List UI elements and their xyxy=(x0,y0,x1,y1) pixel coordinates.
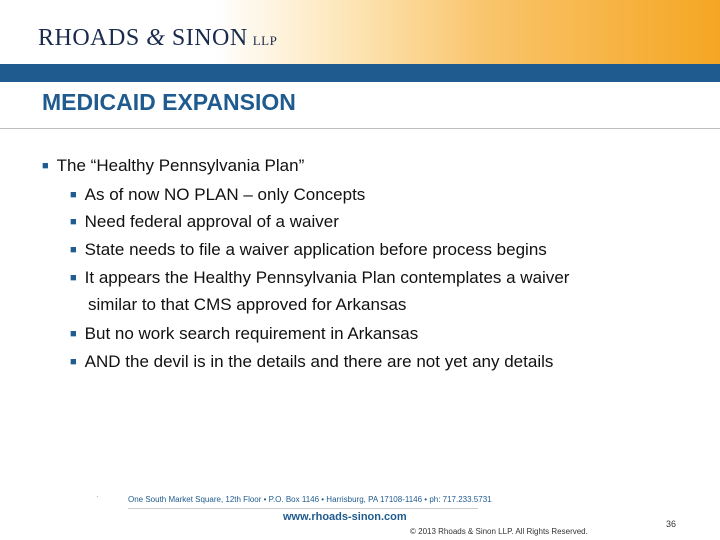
bullet-text: Need federal approval of a waiver xyxy=(84,212,339,231)
bullet-text: As of now NO PLAN – only Concepts xyxy=(84,185,366,204)
bullet-level2 xyxy=(70,240,547,260)
footer-website-link[interactable]: www.rhoads-sinon.com xyxy=(283,511,407,523)
logo-word-sinon: SINON xyxy=(171,25,248,51)
title-divider xyxy=(0,128,720,129)
bullet-text: But no work search requirement in Arkansas xyxy=(84,324,419,343)
bullet-level2 xyxy=(70,268,569,288)
bullet-level2 xyxy=(70,212,339,232)
bullet-text: similar to that CMS approved for Arkansas xyxy=(88,295,407,314)
square-bullet-icon: ■ xyxy=(70,216,77,228)
square-bullet-icon: ■ xyxy=(70,189,77,201)
square-bullet-icon: ■ xyxy=(70,244,77,256)
bullet-level2 xyxy=(70,352,553,372)
footer-dot: · xyxy=(96,492,99,501)
header-blue-band xyxy=(0,64,720,82)
page-number: 36 xyxy=(666,519,677,529)
slide-title: MEDICAID EXPANSION xyxy=(42,89,296,115)
logo-llp: LLP xyxy=(252,33,278,48)
square-bullet-icon: ■ xyxy=(70,328,77,340)
logo-word-rhoads: RHOADS xyxy=(38,25,140,51)
square-bullet-icon: ■ xyxy=(70,356,77,368)
bullet-level2 xyxy=(70,185,365,205)
bullet-level2 xyxy=(70,324,418,344)
bullet-continuation xyxy=(88,295,406,315)
footer-copyright: © 2013 Rhoads & Sinon LLP. All Rights Reserved. xyxy=(410,527,588,536)
footer-divider xyxy=(128,508,478,509)
bullet-text: It appears the Healthy Pennsylvania Plan contemplates a waiver xyxy=(84,268,570,287)
bullet-level1 xyxy=(42,156,304,176)
bullet-text: AND the devil is in the details and there are not yet any details xyxy=(84,352,554,371)
square-bullet-icon: ■ xyxy=(42,160,49,172)
bullet-text: The “Healthy Pennsylvania Plan” xyxy=(56,156,305,175)
footer-address: One South Market Square, 12th Floor • P.O. Box 1146 • Harrisburg, PA 17108-1146 • ph: 717.233.5731 xyxy=(128,495,492,504)
logo-ampersand: & xyxy=(146,25,166,51)
bullet-text: State needs to file a waiver application before process begins xyxy=(84,240,547,259)
firm-logo xyxy=(38,25,277,52)
square-bullet-icon: ■ xyxy=(70,272,77,284)
